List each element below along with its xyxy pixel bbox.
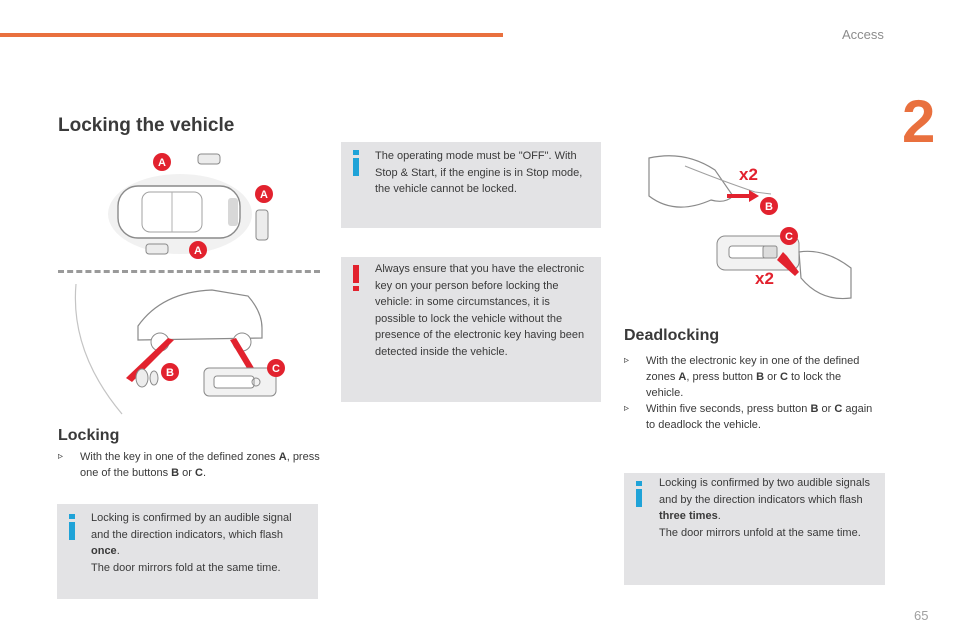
deadlocking-step-2: ▹ Within five seconds, press button B or C again to deadlock the vehicle. <box>624 403 873 431</box>
callout-c-deadlock <box>780 227 798 245</box>
callout-a-top <box>153 153 171 171</box>
callout-c-side <box>267 359 285 377</box>
page-title: Locking the vehicle <box>58 115 235 136</box>
arrow-bullet-icon: ▹ <box>624 355 630 366</box>
callout-b-side <box>161 363 179 381</box>
door-handle-buttons-illustration <box>62 282 324 416</box>
deadlocking-confirm-note: Locking is confirmed by two audible signals and by the direction indicators which flash three times. The door mirrors unfold at the same time. <box>624 473 885 585</box>
info-icon <box>351 150 361 178</box>
deadlocking-heading: Deadlocking <box>624 327 720 344</box>
deadlocking-step-1: ▹ With the electronic key in one of the defined zones A, press button B or C to lock the vehicle. <box>624 355 860 399</box>
double-press-label-c: x2 <box>755 269 774 288</box>
arrow-bullet-icon: ▹ <box>58 451 64 462</box>
svg-text:B: B <box>166 367 174 379</box>
callout-a-side <box>255 185 273 203</box>
arrow-bullet-icon: ▹ <box>624 403 630 414</box>
svg-text:A: A <box>260 189 268 201</box>
stop-start-info-box <box>341 142 601 228</box>
page-number: 65 <box>914 608 929 623</box>
chapter-number: 2 <box>902 88 936 155</box>
svg-text:C: C <box>272 363 280 375</box>
svg-text:B: B <box>765 201 773 213</box>
warning-icon <box>351 265 361 293</box>
key-zones-illustration <box>100 148 310 264</box>
deadlocking-illustration <box>645 152 855 302</box>
callout-b-deadlock <box>760 197 778 215</box>
svg-text:A: A <box>194 245 202 257</box>
callout-a-bottom <box>189 241 207 259</box>
svg-text:C: C <box>785 231 793 243</box>
info-icon <box>67 514 77 542</box>
locking-step: ▹ With the key in one of the defined zones A, press one of the buttons B or C. <box>58 451 320 479</box>
stop-start-info-text: The operating mode must be "OFF". With Stop & Start, if the engine is in Stop mode, the vehicle cannot be locked. <box>375 150 583 195</box>
key-presence-warning-box <box>341 257 601 402</box>
key-presence-warning-text: Always ensure that you have the electronic key on your person before locking the vehicle: in some circumstances, it is possible to lock the vehicle without the presence of the electronic key having been detected inside the vehicle. <box>375 263 585 358</box>
header-accent-bar <box>0 33 503 37</box>
double-press-label-b: x2 <box>739 165 758 184</box>
dashed-separator <box>58 270 320 273</box>
locking-heading: Locking <box>58 427 120 444</box>
section-name: Access <box>842 27 884 42</box>
info-icon <box>634 481 644 509</box>
locking-confirm-note: Locking is confirmed by an audible signal and the direction indicators, which flash once. The door mirrors fold at the same time. <box>57 504 318 599</box>
svg-text:A: A <box>158 157 166 169</box>
